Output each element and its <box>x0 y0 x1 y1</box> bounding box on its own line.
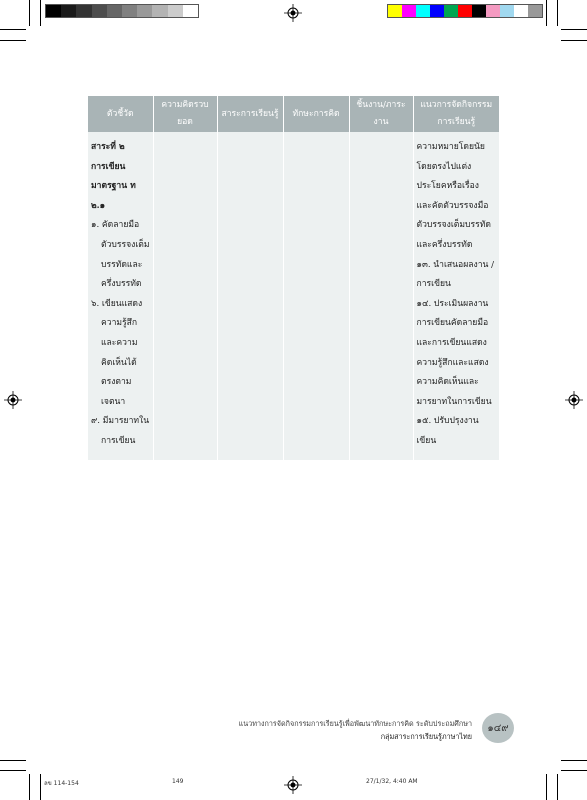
footer-subject: กลุ่มสาระการเรียนรู้ภาษาไทย <box>380 732 472 741</box>
activity-line: ความรู้สึกและแสดง <box>416 357 489 368</box>
color-swatch <box>388 5 402 17</box>
crop-mark <box>29 0 30 26</box>
crop-mark <box>0 760 26 761</box>
crop-mark <box>557 774 558 800</box>
color-swatch <box>76 5 91 17</box>
header-content: สาระการเรียนรู้ <box>217 96 283 132</box>
crop-mark <box>546 774 547 800</box>
crop-mark <box>40 0 41 26</box>
crop-mark <box>546 0 547 26</box>
crop-mark <box>561 40 587 41</box>
color-swatch <box>486 5 500 17</box>
color-swatch <box>472 5 486 17</box>
activity-line: และครึ่งบรรทัด <box>416 239 473 250</box>
activity-line: ประโยคหรือเรื่อง <box>416 181 479 192</box>
color-swatch <box>402 5 416 17</box>
indicator-item: ๖. เขียนแสดง ความรู้สึก และความ คิดเห็นได้ ตรงตาม เจตนา <box>91 298 143 407</box>
crop-mark <box>561 760 587 761</box>
header-thinking-skills: ทักษะการคิด <box>283 96 349 132</box>
crop-mark <box>0 29 26 30</box>
footer-book-title: แนวทางการจัดกิจกรรมการเรียนรู้เพื่อพัฒนาทักษะการคิด ระดับประถมศึกษา <box>238 719 472 728</box>
color-swatch <box>107 5 122 17</box>
indicators-cell <box>88 132 153 460</box>
activities-cell <box>413 132 499 460</box>
activity-line: ความหมายโดยนัย <box>416 142 485 152</box>
crop-mark <box>0 770 26 771</box>
indicator-item: ๙. มีมารยาทใน การเขียน <box>91 416 150 446</box>
color-swatch <box>444 5 458 17</box>
activity-line: และคัดตัวบรรจงมือ <box>416 200 489 211</box>
thinking-skills-cell <box>283 132 349 460</box>
activity-line: มารยาทในการเขียน <box>416 396 492 407</box>
color-swatch <box>183 5 198 17</box>
activity-line: ความคิดเห็นและ <box>416 377 479 388</box>
curriculum-table <box>88 96 499 460</box>
crop-mark <box>561 770 587 771</box>
color-swatch <box>514 5 528 17</box>
header-activities: แนวการจัดกิจกรรมการเรียนรู้ <box>413 96 499 132</box>
crop-mark <box>557 0 558 26</box>
activity-line: ๑๓. นำเสนอผลงาน / <box>416 259 495 270</box>
color-swatch <box>500 5 514 17</box>
grayscale-bar <box>45 4 199 18</box>
tasks-cell <box>349 132 413 460</box>
activity-line: โดยตรงไปแต่ง <box>416 161 472 172</box>
header-indicators: ตัวชี้วัด <box>88 96 153 132</box>
indicator-item: ๑. คัดลายมือ ตัวบรรจงเต็ม บรรทัดและ ครึ่งบรรทัด <box>91 220 150 290</box>
color-swatch <box>416 5 430 17</box>
color-swatch <box>430 5 444 17</box>
color-bar <box>387 4 543 18</box>
crop-mark <box>40 774 41 800</box>
color-swatch <box>122 5 137 17</box>
activity-line: ๑๔. ประเมินผลงาน <box>416 298 489 309</box>
slug-file: ลข 114-154 <box>44 780 79 787</box>
standard-code: มาตรฐาน ท ๒.๑ <box>91 181 136 211</box>
content-cell <box>217 132 283 460</box>
color-swatch <box>152 5 167 17</box>
table-header-row <box>88 96 499 132</box>
activity-line: ๑๕. ปรับปรุงงานเขียน <box>416 416 479 446</box>
color-swatch <box>46 5 61 17</box>
header-concept: ความคิดรวบยอด <box>153 96 217 132</box>
activity-line: และการเขียนแสดง <box>416 337 487 348</box>
table-row <box>88 132 499 460</box>
color-swatch <box>92 5 107 17</box>
crop-mark <box>0 40 26 41</box>
slug-date: 27/1/32, 4:40 AM <box>366 778 418 785</box>
slug-page: 149 <box>172 778 184 785</box>
crop-mark <box>29 774 30 800</box>
strand-title: สาระที่ ๒ <box>91 142 125 152</box>
crop-mark <box>561 29 587 30</box>
activity-line: การเขียน <box>416 279 451 290</box>
header-tasks: ชิ้นงาน/ภาระงาน <box>349 96 413 132</box>
registration-mark-icon <box>284 4 302 22</box>
color-swatch <box>168 5 183 17</box>
activity-line: การเขียนคัดลายมือ <box>416 318 489 329</box>
page-number: ๑๔๙ <box>482 713 514 743</box>
strand-name: การเขียน <box>91 161 126 172</box>
color-swatch <box>528 5 542 17</box>
registration-mark-icon <box>284 776 302 794</box>
color-swatch <box>61 5 76 17</box>
color-swatch <box>137 5 152 17</box>
activity-line: ตัวบรรจงเต็มบรรทัด <box>416 220 491 231</box>
concept-cell <box>153 132 217 460</box>
color-swatch <box>458 5 472 17</box>
registration-mark-icon <box>4 391 22 409</box>
registration-mark-icon <box>565 391 583 409</box>
